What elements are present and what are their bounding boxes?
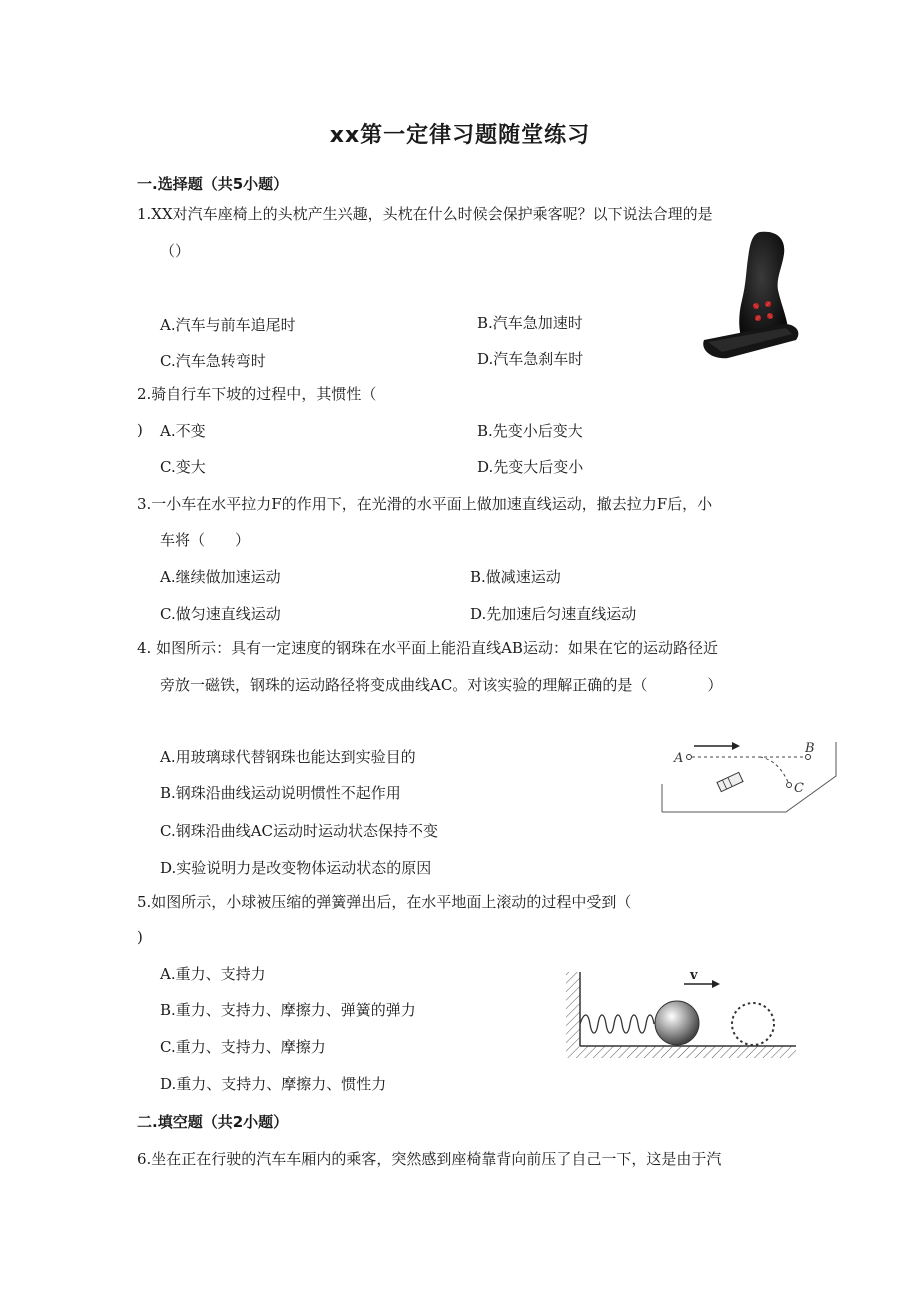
point-b-label: B <box>805 741 815 756</box>
question-4-option-a: A.用玻璃球代替钢珠也能达到实验目的 <box>160 748 416 766</box>
question-5-option-c: C.重力、支持力、摩擦力 <box>160 1038 326 1056</box>
question-2-option-d: D.先变大后变小 <box>477 458 584 476</box>
question-3-option-b: B.做减速运动 <box>470 568 561 586</box>
question-4-option-c: C.钢珠沿曲线AC运动时运动状态保持不变 <box>160 822 439 840</box>
question-1-option-d: D.汽车急刹车时 <box>477 350 584 368</box>
question-1-blank: （） <box>160 242 191 260</box>
question-1-option-c: C.汽车急转弯时 <box>160 352 266 370</box>
question-2-option-c: C.变大 <box>160 458 206 476</box>
question-5-stem: 5.如图所示，小球被压缩的弹簧弹出后，在水平地面上滚动的过程中受到（ <box>137 893 632 911</box>
question-5-option-d: D.重力、支持力、摩擦力、惯性力 <box>160 1075 387 1093</box>
question-3-option-a: A.继续做加速运动 <box>160 568 281 586</box>
question-3-stem-line2: 车将（ ） <box>160 531 251 549</box>
question-1-stem: 1.XX对汽车座椅上的头枕产生兴趣，头枕在什么时候会保护乘客呢？以下说法合理的是 <box>137 205 713 223</box>
velocity-label: v <box>690 968 698 983</box>
spring-ball-diagram <box>564 968 800 1060</box>
point-a-label: A <box>674 751 684 766</box>
question-5-close: ) <box>137 928 143 946</box>
question-4-option-d: D.实验说明力是改变物体运动状态的原因 <box>160 859 432 877</box>
question-4-option-b: B.钢珠沿曲线运动说明惯性不起作用 <box>160 784 401 802</box>
question-5-option-a: A.重力、支持力 <box>160 965 266 983</box>
question-2-close: ) <box>137 421 143 439</box>
question-2-option-a: A.不变 <box>160 422 206 440</box>
question-6-stem: 6.坐在正在行驶的汽车车厢内的乘客，突然感到座椅靠背向前压了自己一下，这是由于汽 <box>137 1150 722 1168</box>
magnet-ball-path-diagram <box>660 732 838 814</box>
question-2-stem: 2.骑自行车下坡的过程中，其惯性（ <box>137 385 377 403</box>
car-seat-headrest-image <box>698 228 803 360</box>
page-title: xx第一定律习题随堂练习 <box>329 123 591 148</box>
section-heading-choice: 一.选择题（共5小题） <box>137 175 289 193</box>
point-c-label: C <box>794 781 804 796</box>
question-4-stem-line1: 4. 如图所示：具有一定速度的钢珠在水平面上能沿直线AB运动：如果在它的运动路径近 <box>137 639 718 657</box>
question-3-option-c: C.做匀速直线运动 <box>160 605 281 623</box>
question-2-option-b: B.先变小后变大 <box>477 422 583 440</box>
question-1-option-b: B.汽车急加速时 <box>477 314 583 332</box>
question-3-stem-line1: 3.一小车在水平拉力F的作用下，在光滑的水平面上做加速直线运动，撤去拉力F后，小 <box>137 495 713 513</box>
section-heading-fill: 二.填空题（共2小题） <box>137 1113 289 1131</box>
question-3-option-d: D.先加速后匀速直线运动 <box>470 605 637 623</box>
question-1-option-a: A.汽车与前车追尾时 <box>160 316 296 334</box>
question-5-option-b: B.重力、支持力、摩擦力、弹簧的弹力 <box>160 1001 416 1019</box>
question-4-stem-line2: 旁放一磁铁，钢珠的运动路径将变成曲线AC。对该实验的理解正确的是（ ） <box>160 676 723 694</box>
